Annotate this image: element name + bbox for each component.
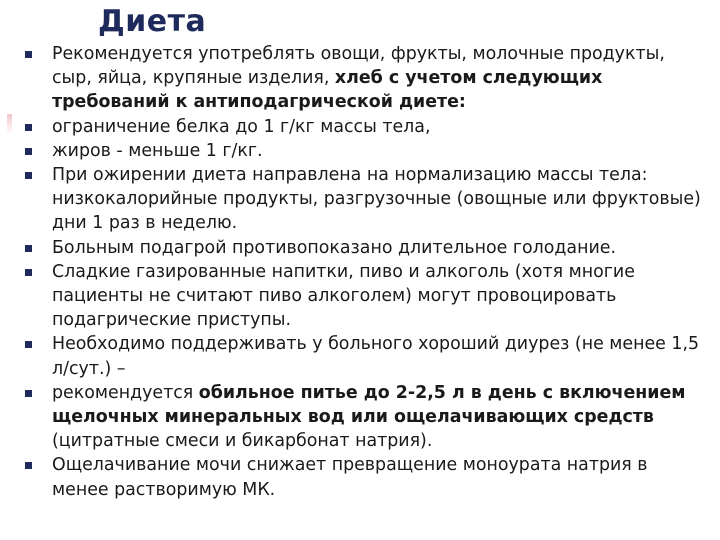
square-bullet-icon	[25, 245, 32, 252]
item-text: При ожирении диета направлена на нормализацию массы тела: низкокалорийные продукты, разгрузочные (овощные или фруктовые) дни 1 раз в неделю.	[52, 165, 701, 234]
square-bullet-icon	[25, 148, 32, 155]
list-item	[0, 139, 720, 163]
list-item	[0, 42, 720, 115]
list-item	[0, 236, 720, 260]
item-text-bold: обильное питье до 2-2,5 л в день с включением щелочных минеральных вод или ощелачивающих средств	[52, 382, 686, 428]
square-bullet-icon	[25, 51, 32, 58]
item-text: Больным подагрой противопоказано длительное голодание.	[52, 237, 616, 258]
square-bullet-icon	[25, 462, 32, 469]
list-item	[0, 163, 720, 236]
square-bullet-icon	[25, 124, 32, 131]
item-text: жиров - меньше 1 г/кг.	[52, 140, 263, 161]
list-item	[0, 332, 720, 380]
item-text: ограничение белка до 1 г/кг массы тела,	[52, 116, 431, 137]
item-text: Рекомендуется употреблять овощи, фрукты, молочные продукты, сыр, яйца, крупяные изделия,	[52, 44, 665, 89]
item-text: Необходимо поддерживать у больного хороший диурез (не менее 1,5 л/сут.) –	[52, 334, 700, 379]
list-item	[0, 453, 720, 501]
item-text-bold: хлеб с учетом следующих требований к антиподагрической диете:	[52, 68, 603, 113]
item-text: (цитратные смеси и бикарбонат натрия).	[52, 431, 433, 452]
bullet-list	[0, 42, 720, 502]
square-bullet-icon	[25, 390, 32, 397]
item-text: Ощелачивание мочи снижает превращение моноурата натрия в менее растворимую МК.	[52, 455, 648, 500]
square-bullet-icon	[25, 341, 32, 348]
page-title: Диета	[98, 4, 207, 39]
item-text: Сладкие газированные напитки, пиво и алкоголь (хотя многие пациенты не считают пиво алкоголем) могут провоцировать подагрические приступы.	[52, 261, 635, 331]
square-bullet-icon	[25, 269, 32, 276]
item-text: рекомендуется	[52, 382, 199, 403]
square-bullet-icon	[25, 172, 32, 179]
list-item	[0, 260, 720, 333]
list-item	[0, 381, 720, 454]
list-item	[0, 115, 720, 139]
